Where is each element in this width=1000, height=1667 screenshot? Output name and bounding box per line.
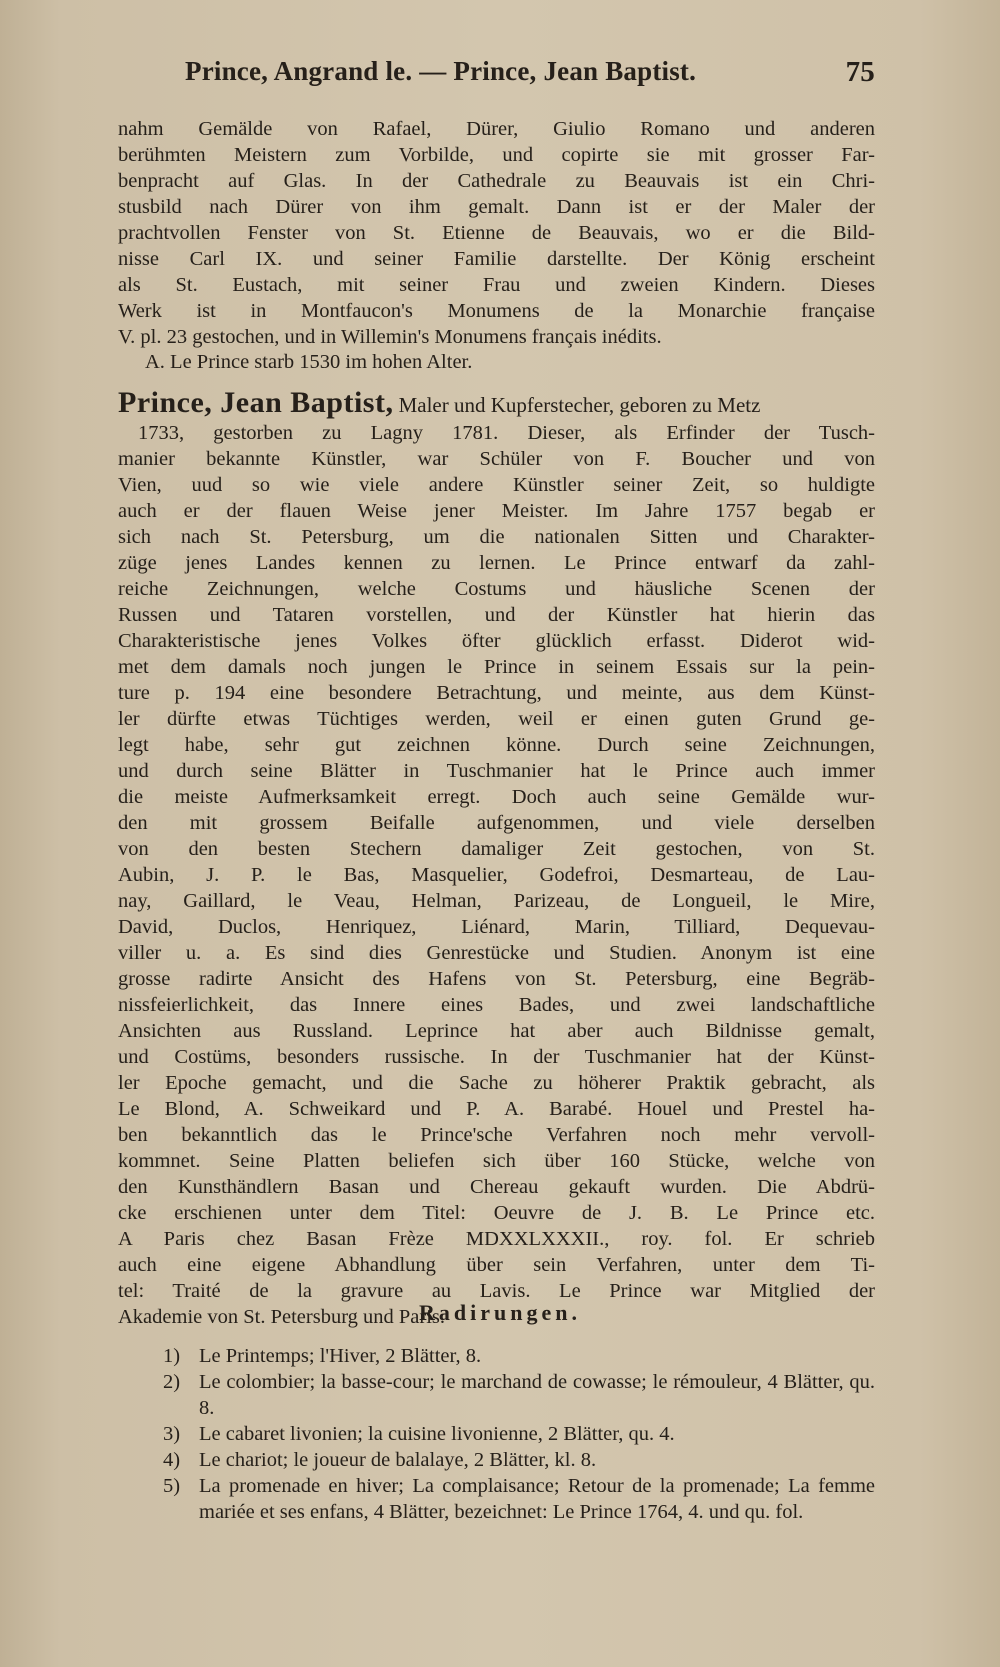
- text-line: ture p. 194 eine besondere Betrachtung, und meinte, aus dem Künst-: [118, 682, 875, 704]
- text-line: nisse Carl IX. und seiner Familie darstellte. Der König erscheint: [118, 248, 875, 270]
- text-line: nahm Gemälde von Rafael, Dürer, Giulio Romano und anderen: [118, 118, 875, 140]
- text-line: 1733, gestorben zu Lagny 1781. Dieser, als Erfinder der Tusch-: [138, 422, 875, 444]
- continuation-paragraph: [118, 116, 875, 350]
- text-line: züge jenes Landes kennen zu lernen. Le Prince entwarf da zahl-: [118, 552, 875, 574]
- text-line: und durch seine Blätter in Tuschmanier hat le Prince auch immer: [118, 760, 875, 782]
- text-line: sich nach St. Petersburg, um die nationalen Sitten und Charakter-: [118, 526, 875, 548]
- text-line: manier bekannte Künstler, war Schüler von F. Boucher und von: [118, 448, 875, 470]
- text-line: Aubin, J. P. le Bas, Masquelier, Godefroi, Desmarteau, de Lau-: [118, 864, 875, 886]
- text-line: nissfeierlichkeit, das Innere eines Bades, und zwei landschaftliche: [118, 994, 875, 1016]
- text-line: benpracht auf Glas. In der Cathedrale zu Beauvais ist ein Chri-: [118, 170, 875, 192]
- section-title: Radirungen.: [419, 1300, 581, 1325]
- running-head: Prince, Angrand le. — Prince, Jean Baptist.: [185, 56, 697, 86]
- entry-heading: [118, 386, 875, 420]
- text-line: ben bekanntlich das le Prince'sche Verfahren noch mehr vervoll-: [118, 1124, 875, 1146]
- text-line: grosse radirte Ansicht des Hafens von St. Petersburg, eine Begräb-: [118, 968, 875, 990]
- text-line: Le Blond, A. Schweikard und P. A. Barabé. Houel und Prestel ha-: [118, 1098, 875, 1120]
- text-line: stusbild nach Dürer von ihm gemalt. Dann ist er der Maler der: [118, 196, 875, 218]
- entry-body: [118, 420, 875, 1330]
- item-text: Le colombier; la basse-cour; le marchand de cowasse; le rémouleur, 4 Blätter, qu. 8.: [199, 1371, 875, 1419]
- text-line: cke erschienen unter dem Titel: Oeuvre de J. B. Le Prince etc.: [118, 1202, 875, 1224]
- text-line: und Costüms, besonders russische. In der Tuschmanier hat der Künst-: [118, 1046, 875, 1068]
- entry-name: Prince, Jean Baptist,: [118, 386, 394, 419]
- entry-descriptor: Maler und Kupferstecher, geboren zu Metz: [398, 393, 761, 417]
- list-item: [163, 1369, 875, 1421]
- text-line: ler dürfte etwas Tüchtiges werden, weil er einen guten Grund ge-: [118, 708, 875, 730]
- item-text: La promenade en hiver; La complaisance; Retour de la promenade; La femme mariée et ses enfans, 4 Blätter, bezeichnet: Le Prince 1764, 4. und qu. fol.: [199, 1475, 875, 1523]
- list-item: [163, 1421, 875, 1447]
- closing-sentence: A. Le Prince starb 1530 im hohen Alter.: [145, 351, 473, 373]
- item-number: 4): [163, 1449, 181, 1471]
- text-line: V. pl. 23 gestochen, und in Willemin's Monumens français inédits.: [118, 326, 662, 348]
- text-line: legt habe, sehr gut zeichnen könne. Durch seine Zeichnungen,: [118, 734, 875, 756]
- text-line: die meiste Aufmerksamkeit erregt. Doch auch seine Gemälde wur-: [118, 786, 875, 808]
- item-number: 1): [163, 1345, 181, 1367]
- text-line: reiche Zeichnungen, welche Costums und häusliche Scenen der: [118, 578, 875, 600]
- text-line: Vien, uud so wie viele andere Künstler seiner Zeit, so huldigte: [118, 474, 875, 496]
- text-line: Akademie von St. Petersburg und Paris.: [118, 1306, 446, 1328]
- text-line: berühmten Meistern zum Vorbilde, und copirte sie mit grosser Far-: [118, 144, 875, 166]
- biography-entry: [118, 386, 875, 1330]
- text-line: von den besten Stechern damaliger Zeit gestochen, von St.: [118, 838, 875, 860]
- text-line: auch er der flauen Weise jener Meister. Im Jahre 1757 begab er: [118, 500, 875, 522]
- text-line: prachtvollen Fenster von St. Etienne de Beauvais, wo er die Bild-: [118, 222, 875, 244]
- text-line: kommnet. Seine Platten beliefen sich über 160 Stücke, welche von: [118, 1150, 875, 1172]
- text-line: Charakteristische jenes Volkes öfter glücklich erfasst. Diderot wid-: [118, 630, 875, 652]
- page-header: [185, 52, 875, 92]
- text-line: A Paris chez Basan Frèze MDXXLXXXII., roy. fol. Er schrieb: [118, 1228, 875, 1250]
- text-line: den mit grossem Beifalle aufgenommen, und viele derselben: [118, 812, 875, 834]
- item-number: 2): [163, 1371, 181, 1393]
- page-number: 75: [845, 56, 875, 88]
- text-line: ler Epoche gemacht, und die Sache zu höherer Praktik gebracht, als: [118, 1072, 875, 1094]
- item-text: Le cabaret livonien; la cuisine livonienne, 2 Blätter, qu. 4.: [199, 1423, 675, 1445]
- text-line: Russen und Tataren vorstellen, und der Künstler hat hierin das: [118, 604, 875, 626]
- text-line: tel: Traité de la gravure au Lavis. Le Prince war Mitglied der: [118, 1280, 875, 1302]
- text-line: Ansichten aus Russland. Leprince hat aber auch Bildnisse gemalt,: [118, 1020, 875, 1042]
- text-line: met dem damals noch jungen le Prince in seinem Essais sur la pein-: [118, 656, 875, 678]
- item-text: Le Printemps; l'Hiver, 2 Blätter, 8.: [199, 1345, 482, 1367]
- list-item: [163, 1343, 875, 1369]
- list-item: [163, 1447, 875, 1473]
- text-line: als St. Eustach, mit seiner Frau und zweien Kindern. Dieses: [118, 274, 875, 296]
- text-line: David, Duclos, Henriquez, Liénard, Marin, Tilliard, Dequevau-: [118, 916, 875, 938]
- text-line: nay, Gaillard, le Veau, Helman, Parizeau, de Longueil, le Mire,: [118, 890, 875, 912]
- text-line: auch eine eigene Abhandlung über sein Verfahren, unter dem Ti-: [118, 1254, 875, 1276]
- item-text: Le chariot; le joueur de balalaye, 2 Blätter, kl. 8.: [199, 1449, 597, 1471]
- text-line: Werk ist in Montfaucon's Monumens de la Monarchie française: [118, 300, 875, 322]
- item-number: 3): [163, 1423, 181, 1445]
- text-line: den Kunsthändlern Basan und Chereau gekauft wurden. Die Abdrü-: [118, 1176, 875, 1198]
- works-list: [163, 1343, 875, 1525]
- list-item: [163, 1473, 875, 1525]
- text-line: viller u. a. Es sind dies Genrestücke und Studien. Anonym ist eine: [118, 942, 875, 964]
- item-number: 5): [163, 1475, 181, 1497]
